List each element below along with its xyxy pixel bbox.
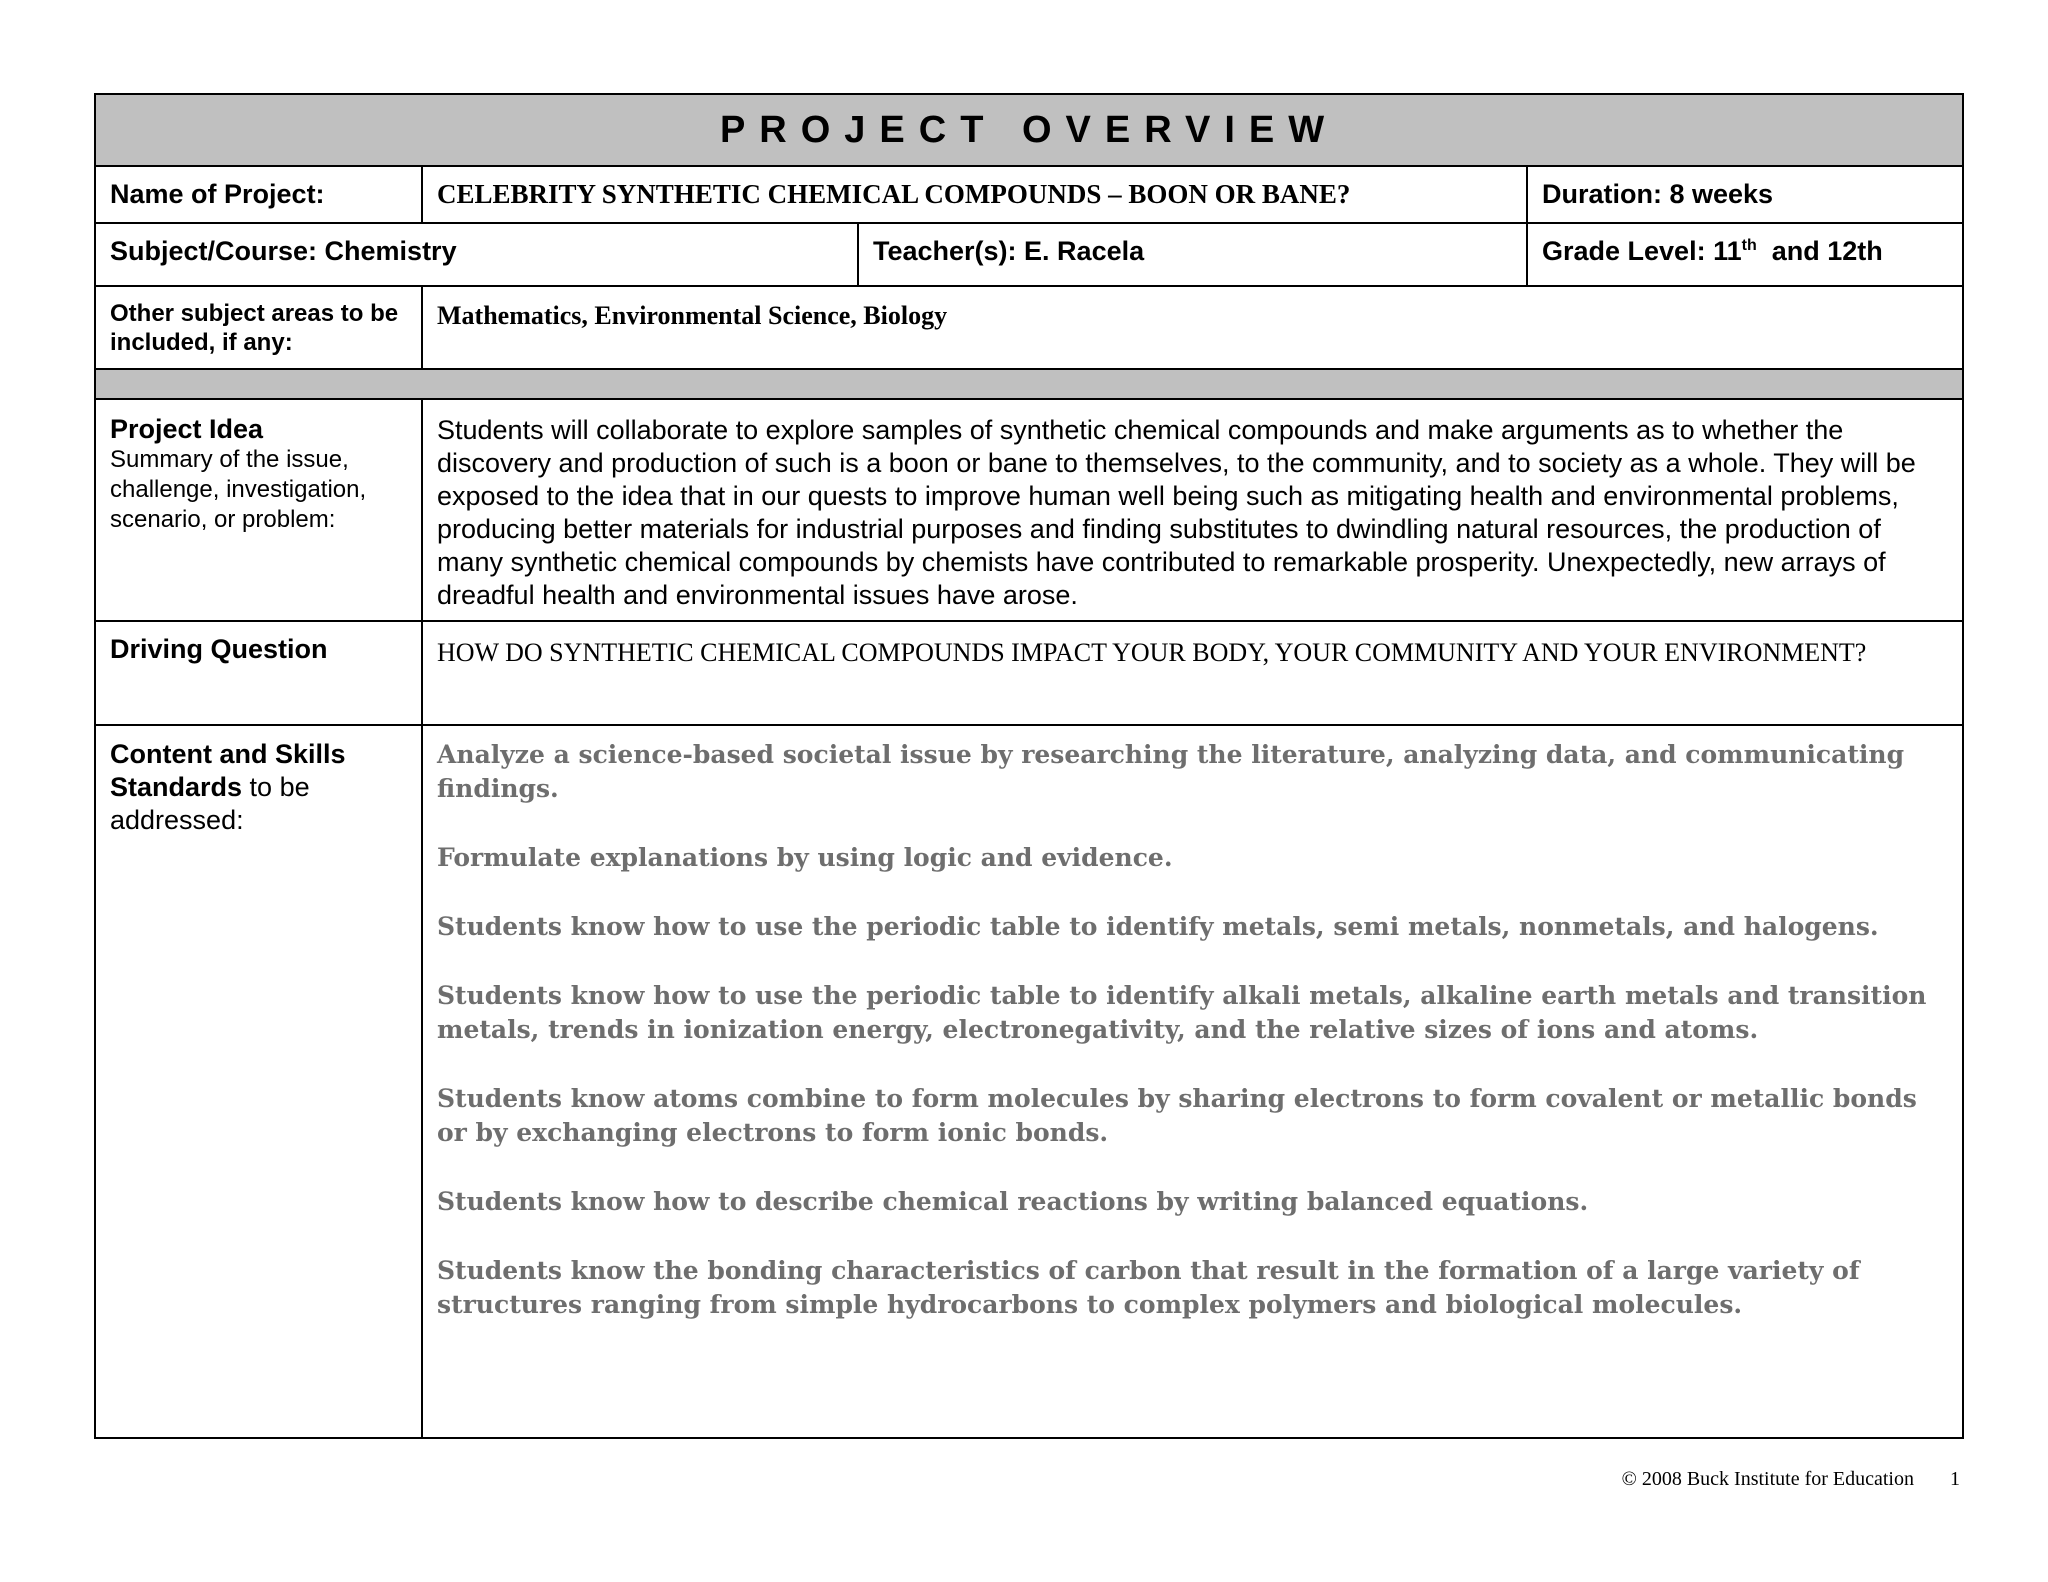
page-number: 1 [1950,1468,1960,1490]
standard-item: Analyze a science-based societal issue by researching the literature, analyzing data, and communicating findings. [437,740,1905,803]
other-subjects-label: Other subject areas to be included, if any: [95,286,422,369]
standards-label [95,725,422,1438]
standards-label-rest: to be addressed: [110,772,310,835]
subject-course: Subject/Course: Chemistry [95,223,858,286]
project-overview-table [94,93,1964,1439]
grade-level-sup: th [1741,237,1757,254]
page-footer [1500,1468,1960,1491]
standard-item: Students know atoms combine to form molecules by sharing electrons to form covalent or metallic bonds or by exchanging electrons to form ionic bonds. [437,1084,1917,1147]
standards-label-bold: Content and Skills Standards [110,739,346,802]
driving-question-label: Driving Question [95,621,422,725]
project-idea-label-cell [95,399,422,621]
header-cell [95,94,1963,166]
project-idea-body: Students will collaborate to explore samples of synthetic chemical compounds and make arguments as to whether the discovery and production of such is a boon or bane to themselves, to the community, and to society as a whole. They will be exposed to the idea that in our quests to improve human well being such as mitigating health and environmental problems, producing better materials for industrial purposes and finding substitutes to dwindling natural resources, the production of many synthetic chemical compounds by chemists have contributed to remarkable prosperity. Unexpectedly, new arrays of dreadful health and environmental issues have arose. [422,399,1963,621]
project-idea-title: Project Idea [110,414,264,444]
teacher-value: Teacher(s): E. Racela [858,223,1527,286]
driving-question-text: HOW DO SYNTHETIC CHEMICAL COMPOUNDS IMPACT YOUR BODY, YOUR COMMUNITY AND YOUR ENVIRONMENT? [422,621,1963,725]
page-title: PROJECT OVERVIEW [719,109,1339,151]
other-subjects-value: Mathematics, Environmental Science, Biology [422,286,1963,369]
section-divider [95,369,1963,399]
standard-item: Formulate explanations by using logic and evidence. [437,843,1173,872]
copyright-text: © 2008 Buck Institute for Education [1621,1468,1914,1490]
grade-level [1527,223,1963,286]
grade-level-suffix: and 12th [1756,236,1883,266]
standard-item: Students know how to use the periodic table to identify alkali metals, alkaline earth metals and transition metals, trends in ionization energy, electronegativity, and the relative sizes of ions and atoms. [437,981,1927,1044]
project-name-value: CELEBRITY SYNTHETIC CHEMICAL COMPOUNDS – BOON OR BANE? [422,166,1527,223]
standards-list [422,725,1963,1438]
name-of-project-label: Name of Project: [95,166,422,223]
standard-item: Students know how to use the periodic table to identify metals, semi metals, nonmetals, and halogens. [437,912,1879,941]
project-idea-subtitle: Summary of the issue, challenge, investigation, scenario, or problem: [110,446,367,533]
grade-level-prefix: Grade Level: 11 [1542,236,1742,266]
standard-item: Students know the bonding characteristics of carbon that result in the formation of a large variety of structures ranging from simple hydrocarbons to complex polymers and biological molecules. [437,1256,1860,1319]
standard-item: Students know how to describe chemical reactions by writing balanced equations. [437,1187,1589,1216]
duration-value: Duration: 8 weeks [1527,166,1963,223]
